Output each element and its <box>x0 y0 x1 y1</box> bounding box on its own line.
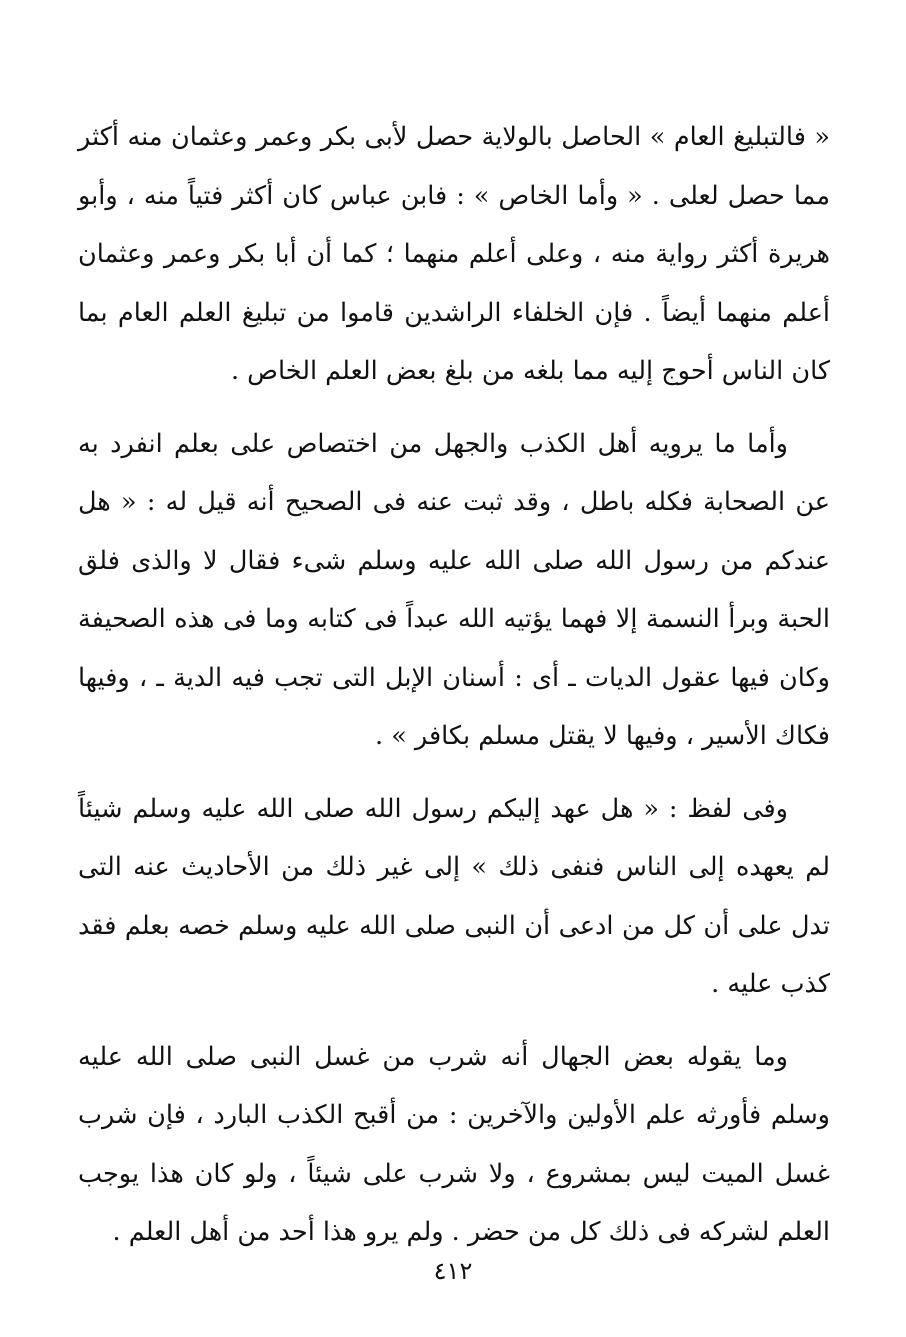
page-number: ٤١٢ <box>433 1257 473 1285</box>
page-body <box>78 108 830 1262</box>
paragraph-4: وما يقوله بعض الجهال أنه شرب من غسل النبى صلى الله عليه وسلم فأورثه علم الأولين والآخرين : من أقبح الكذب البارد ، فإن شرب غسل الميت ليس بمشروع ، ولا شرب على شيئاً ، ولو كان هذا يوجب العلم لشركه فى ذلك كل من حضر . ولم يرو هذا أحد من أهل العلم . <box>78 1041 830 1247</box>
paragraph-3: وفى لفظ : « هل عهد إليكم رسول الله صلى الله عليه وسلم شيئاً لم يعهده إلى الناس فنفى ذلك » إلى غير ذلك من الأحاديث عنه التى تدل على أن كل من ادعى أن النبى صلى الله عليه وسلم خصه بعلم فقد كذب عليه . <box>78 793 830 999</box>
paragraph-1: « فالتبليغ العام » الحاصل بالولاية حصل لأبى بكر وعمر وعثمان منه أكثر مما حصل لعلى . « وأما الخاص » : فابن عباس كان أكثر فتياً منه ، وأبو هريرة أكثر رواية منه ، وعلى أعلم منهما ؛ كما أن أبا بكر وعمر وعثمان أعلم منهما أيضاً . فإن الخلفاء الراشدين قاموا من تبليغ العلم العام بما كان الناس أحوج إليه مما بلغه من بلغ بعض العلم الخاص . <box>78 122 830 386</box>
paragraph-2: وأما ما يرويه أهل الكذب والجهل من اختصاص على بعلم انفرد به عن الصحابة فكله باطل ، وقد ثبت عنه فى الصحيح أنه قيل له : « هل عندكم من رسول الله صلى الله عليه وسلم شىء فقال لا والذى فلق الحبة وبرأ النسمة إلا فهما يؤتيه الله عبداً فى كتابه وما فى هذه الصحيفة وكان فيها عقول الديات ـ أى : أسنان الإبل التى تجب فيه الدية ـ ، وفيها فكاك الأسير ، وفيها لا يقتل مسلم بكافر » . <box>78 428 830 751</box>
